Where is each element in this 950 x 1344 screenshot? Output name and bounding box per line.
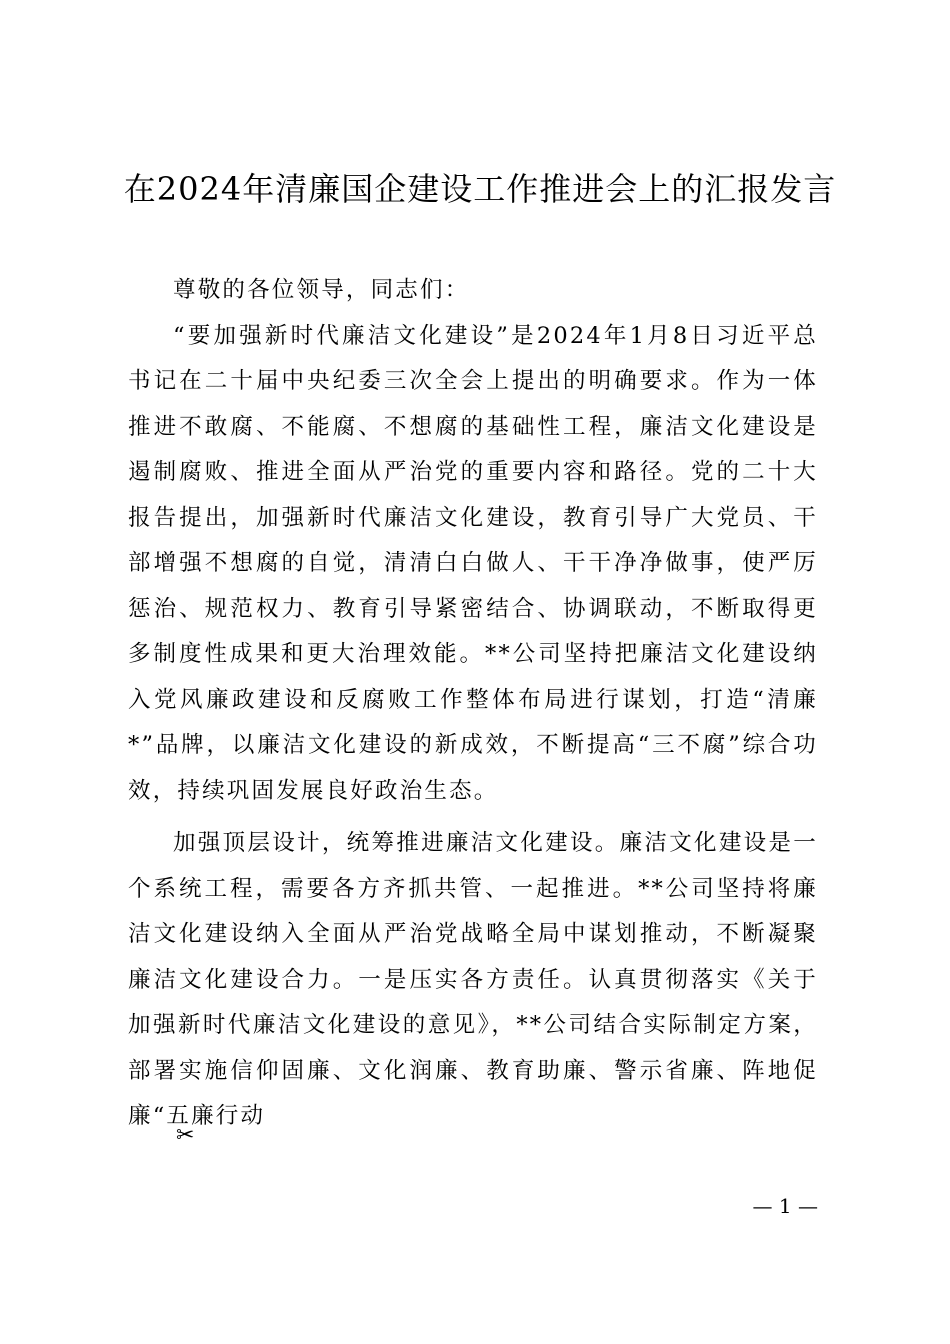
- document-body: [128, 268, 818, 1147]
- document-title: 在2024年清廉国企建设工作推进会上的汇报发言: [123, 170, 837, 208]
- page-number: — 1 —: [752, 1194, 818, 1218]
- salutation: 尊敬的各位领导，同志们：: [173, 277, 470, 303]
- scissors-icon: ✂: [176, 1123, 195, 1148]
- paragraph-1: “要加强新时代廉洁文化建设”是2024年1月8日习近平总书记在二十届中央纪委三次全会上提出的明确要求。作为一体推进不敢腐、不能腐、不想腐的基础性工程，廉洁文化建设是遏制腐败、推进全面从严治党的重要内容和路径。党的二十大报告提出，加强新时代廉洁文化建设，教育引导广大党员、干部增强不想腐的自觉，清清白白做人、干干净净做事，使严厉惩治、规范权力、教育引导紧密结合、协调联动，不断取得更多制度性成果和更大治理效能。**公司坚持把廉洁文化建设纳入党风廉政建设和反腐败工作整体布局进行谋划，打造“清廉*”品牌，以廉洁文化建设的新成效，不断提高“三不腐”综合功效，持续巩固发展良好政治生态。: [128, 322, 818, 804]
- paragraph-2: 加强顶层设计，统筹推进廉洁文化建设。廉洁文化建设是一个系统工程，需要各方齐抓共管、一起推进。**公司坚持将廉洁文化建设纳入全面从严治党战略全局中谋划推动，不断凝聚廉洁文化建设合力。一是压实各方责任。认真贯彻落实《关于加强新时代廉洁文化建设的意见》，**公司结合实际制定方案，部署实施信仰固廉、文化润廉、教育助廉、警示省廉、阵地促廉“五廉行动: [128, 830, 818, 1129]
